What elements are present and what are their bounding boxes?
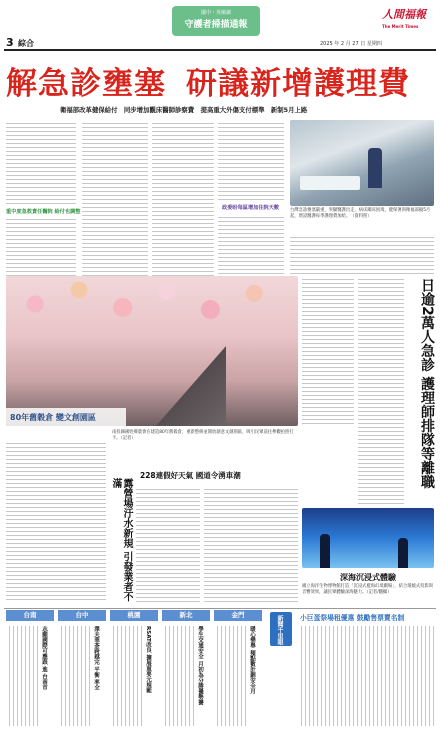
body-text-col-7 [290, 234, 434, 274]
body-text-right-b [358, 276, 404, 506]
city-tabs [6, 610, 266, 622]
aquarium-caption: 國立海洋生物博物館打造「沉浸式藍海幻境劇場」，結合環繞式投影與音響效果，讓民眾體驗深海魅力。（記者/翻攝） [302, 584, 434, 595]
hospital-figure [368, 148, 382, 188]
bottom-head-5: 暖心樂舉 頻點數計劃安全月 [249, 626, 255, 694]
main-headline-row [6, 56, 434, 102]
weekday-text: 星期四 [366, 41, 382, 47]
bottom-text-2 [58, 626, 90, 726]
city-tab-kinmen: 金門 [214, 610, 262, 621]
section-label: 綜合 [18, 39, 34, 48]
bottom-strip-rule [4, 608, 436, 609]
park-head: 228連假好天氣 國道令湧車潮 [140, 471, 241, 480]
issue-date [320, 40, 382, 47]
bottom-head-1: 志願國際可應跟 進 台南市 [41, 626, 47, 691]
top-banner [172, 6, 260, 36]
body-text-lower-3 [204, 486, 298, 604]
masthead [0, 0, 440, 56]
logo [382, 6, 434, 29]
city-tab-taichung: 台中 [58, 610, 106, 621]
hospital-photo [290, 120, 434, 206]
section-head-middle: 政委盼每區增加住院天數 [222, 205, 280, 211]
bottom-text-right [298, 626, 434, 726]
date-text: 2025 年 2 月 27 日 [320, 41, 366, 47]
bottom-head-4: 學生交通安全 月初為分勝優勢賽 [197, 626, 203, 705]
main-headline: 解急診壅塞 [6, 66, 166, 102]
page-number: 3 [6, 36, 14, 49]
strip-headline: 小巨蛋祭場租優惠 鼓勵售票賣名制 [300, 614, 405, 622]
bottom-text-3 [110, 626, 142, 726]
city-tab-newtaipei: 新北 [162, 610, 210, 621]
logo-english: The Merit Times [382, 24, 419, 29]
body-text-col-1 [6, 120, 76, 206]
body-text-lower-2 [136, 486, 200, 604]
right-vertical-headline: 日逾2萬人急診 護理師排隊等離職 [419, 278, 435, 489]
masthead-rule [4, 49, 436, 51]
banner-title: 守護者掃描通報 [184, 20, 248, 30]
bottom-text-4 [162, 626, 194, 726]
body-text-right-a [302, 276, 354, 426]
sub-headline: 衛福部改革健保給付 同步增加觀床醫師診察費 提高重大外傷支付標準 新制5月上路 [60, 106, 308, 114]
aquarium-visitor [320, 534, 330, 568]
news-badge-text: 新聞千里眼 [276, 615, 283, 645]
photo-title-box [6, 408, 126, 426]
bottom-head-3: RSAT改良 擴展重要元規範 [145, 626, 151, 694]
aquarium-visitor-2 [398, 538, 408, 568]
stairway [156, 346, 226, 426]
banner-tag: 國中・英檢讀 [200, 10, 231, 16]
body-text-col-5 [218, 120, 284, 200]
bottom-head-2: 澤夫華茶跨越完 平衡 率全 [93, 626, 99, 691]
hospital-bed [300, 176, 360, 190]
middle-vertical-headline: 露營場汙水新規 引發業者不滿 [110, 478, 132, 602]
logo-text: 人間福報 [382, 8, 426, 21]
aquarium-title: 深海沉浸式體驗 [340, 573, 396, 582]
body-text-lower-1 [6, 440, 106, 600]
city-tab-tainan: 台南 [6, 610, 54, 621]
silo-caption: 南投縣國姓鄉農會在建造80年舊穀倉，重新整修並開放創意文創園區，吸引民眾前往參觀拍照打卡。（記者） [112, 430, 294, 441]
bottom-text-1 [6, 626, 38, 726]
section-head-left: 重中度急救責任醫院 給付也調整 [6, 209, 81, 215]
city-tab-taoyuan: 桃園 [110, 610, 158, 621]
body-text-col-6 [218, 214, 284, 274]
secondary-headline: 研議新增護理費 [186, 66, 410, 102]
umbrella-ceiling [6, 276, 298, 346]
aquarium-photo [302, 508, 434, 568]
bottom-text-5 [214, 626, 246, 726]
silo-photo [6, 276, 298, 426]
news-badge [270, 612, 292, 646]
hospital-caption: 台灣急診壅塞嚴重，突顯醫護出走，病床關床困境，健保署與衛福部擬5月起，增設醫護每季護理費加給。 （資料照） [290, 208, 431, 219]
photo-title: 80年舊穀倉 變文創園區 [10, 413, 96, 422]
